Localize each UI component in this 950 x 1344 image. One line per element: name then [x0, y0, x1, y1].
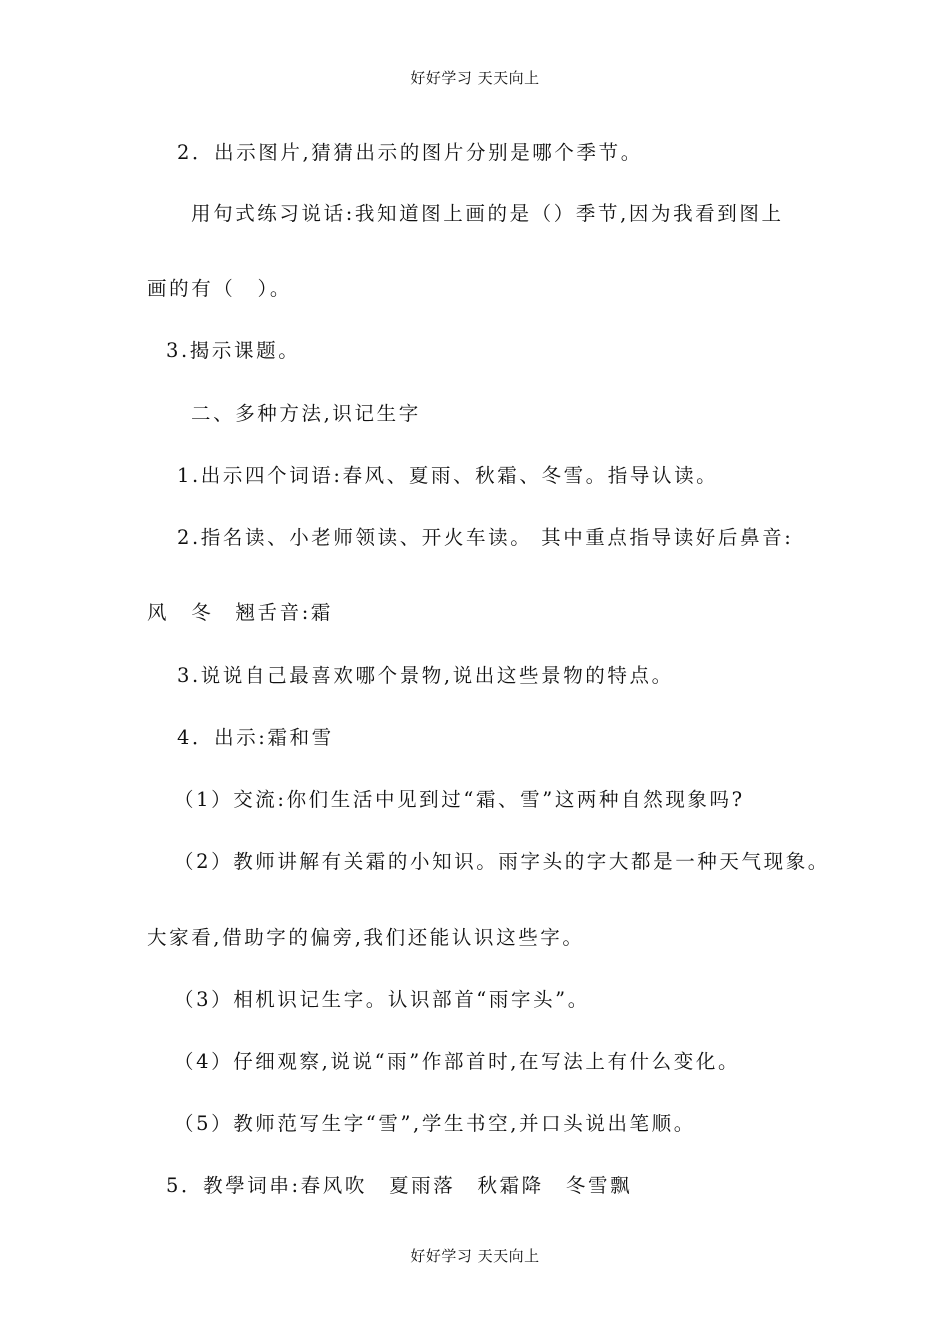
paragraph-line: （4）仔细观察,说说“雨”作部首时,在写法上有什么变化。 [174, 1050, 741, 1073]
section-heading: 二、多种方法,识记生字 [191, 402, 421, 425]
paragraph-line: 3.揭示课题。 [166, 339, 301, 362]
page-footer: 好好学习 天天向上 [410, 1247, 540, 1265]
paragraph-line: （5）教师范写生字“雪”,学生书空,并口头说出笔顺。 [174, 1112, 696, 1135]
paragraph-line: 4．出示:霜和雪 [177, 726, 334, 749]
paragraph-line: （2）教师讲解有关霜的小知识。雨字头的字大都是一种天气现象。 [174, 850, 830, 873]
paragraph-line: （1）交流:你们生活中见到过“霜、雪”这两种自然现象吗? [174, 788, 745, 811]
paragraph-line: 风 冬 翘舌音:霜 [147, 601, 333, 624]
page-header: 好好学习 天天向上 [410, 69, 540, 87]
paragraph-line: （3）相机识记生字。认识部首“雨字头”。 [174, 988, 590, 1011]
paragraph-line: 画的有（ ）。 [147, 277, 292, 300]
paragraph-line: 用句式练习说话:我知道图上画的是（）季节,因为我看到图上 [191, 202, 784, 225]
paragraph-line: 2.指名读、小老师领读、开火车读。 其中重点指导读好后鼻音: [177, 526, 794, 549]
paragraph-line: 2．出示图片,猜猜出示的图片分别是哪个季节。 [177, 141, 643, 164]
paragraph-line: 大家看,借助字的偏旁,我们还能认识这些字。 [147, 926, 585, 949]
paragraph-line: 3.说说自己最喜欢哪个景物,说出这些景物的特点。 [177, 664, 674, 687]
paragraph-line: 5．教學词串:春风吹 夏雨落 秋霜降 冬雪飘 [166, 1174, 633, 1197]
paragraph-line: 1.出示四个词语:春风、夏雨、秋霜、冬雪。指导认读。 [177, 464, 719, 487]
